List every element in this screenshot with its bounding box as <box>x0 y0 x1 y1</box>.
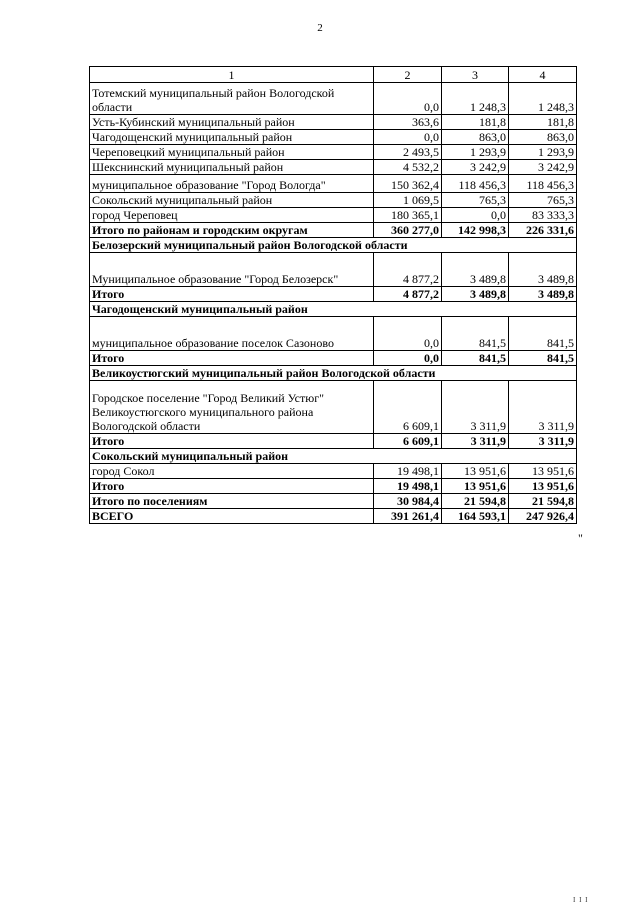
row-col4: 3 489,8 <box>509 287 577 302</box>
row-col2: 1 069,5 <box>374 193 442 208</box>
row-col2: 30 984,4 <box>374 494 442 509</box>
table-row <box>90 317 577 351</box>
section-title: Белозерский муниципальный район Вологодской области <box>90 238 577 253</box>
row-name: ВСЕГО <box>90 509 374 524</box>
table-row <box>90 253 577 287</box>
row-col3: 3 311,9 <box>442 381 509 434</box>
column-header-3: 3 <box>442 67 509 83</box>
row-name: Чагодощенский муниципальный район <box>90 130 374 145</box>
grand-total-row <box>90 509 577 524</box>
row-col4: 1 248,3 <box>509 83 577 115</box>
row-name: Череповецкий муниципальный район <box>90 145 374 160</box>
table-row <box>90 464 577 479</box>
row-col3: 0,0 <box>442 208 509 223</box>
row-col3: 13 951,6 <box>442 479 509 494</box>
section-row <box>90 449 577 464</box>
row-name: Городское поселение "Город Великий Устюг" Великоустюгского муниципального района Вологодской области <box>90 381 374 434</box>
row-col4: 226 331,6 <box>509 223 577 238</box>
row-name: Усть-Кубинский муниципальный район <box>90 115 374 130</box>
total-row <box>90 223 577 238</box>
row-name: муниципальное образование "Город Вологда" <box>90 175 374 193</box>
row-col3: 1 293,9 <box>442 145 509 160</box>
table-row <box>90 130 577 145</box>
column-header-4: 4 <box>509 67 577 83</box>
row-col2: 150 362,4 <box>374 175 442 193</box>
row-col3: 3 242,9 <box>442 160 509 175</box>
row-col3: 765,3 <box>442 193 509 208</box>
total-row <box>90 434 577 449</box>
section-row <box>90 238 577 253</box>
scan-mark: I I I <box>573 896 589 904</box>
column-header-2: 2 <box>374 67 442 83</box>
row-col4: 3 242,9 <box>509 160 577 175</box>
total-row <box>90 494 577 509</box>
row-col3: 13 951,6 <box>442 464 509 479</box>
row-col4: 1 293,9 <box>509 145 577 160</box>
row-col2: 0,0 <box>374 317 442 351</box>
row-col3: 3 489,8 <box>442 253 509 287</box>
row-col3: 3 489,8 <box>442 287 509 302</box>
table-row <box>90 193 577 208</box>
row-name: Итого <box>90 287 374 302</box>
section-row <box>90 366 577 381</box>
row-col3: 142 998,3 <box>442 223 509 238</box>
row-col2: 363,6 <box>374 115 442 130</box>
row-col2: 180 365,1 <box>374 208 442 223</box>
row-name: Итого по районам и городским округам <box>90 223 374 238</box>
row-col4: 841,5 <box>509 351 577 366</box>
row-col4: 21 594,8 <box>509 494 577 509</box>
row-col4: 3 311,9 <box>509 434 577 449</box>
row-col2: 19 498,1 <box>374 479 442 494</box>
row-name: Тотемский муниципальный район Вологодской области <box>90 83 374 115</box>
row-col3: 21 594,8 <box>442 494 509 509</box>
table-row <box>90 115 577 130</box>
row-col3: 118 456,3 <box>442 175 509 193</box>
row-name: город Череповец <box>90 208 374 223</box>
row-col4: 3 489,8 <box>509 253 577 287</box>
table-row <box>90 145 577 160</box>
row-name: город Сокол <box>90 464 374 479</box>
row-col3: 841,5 <box>442 351 509 366</box>
row-col2: 4 877,2 <box>374 287 442 302</box>
row-col2: 0,0 <box>374 351 442 366</box>
row-col2: 0,0 <box>374 83 442 115</box>
row-col4: 247 926,4 <box>509 509 577 524</box>
row-name: Итого <box>90 351 374 366</box>
row-col4: 118 456,3 <box>509 175 577 193</box>
closing-quote-mark: " <box>578 531 583 545</box>
section-title: Чагодощенский муниципальный район <box>90 302 577 317</box>
row-col2: 0,0 <box>374 130 442 145</box>
row-col4: 765,3 <box>509 193 577 208</box>
table-row <box>90 175 577 193</box>
row-col2: 6 609,1 <box>374 381 442 434</box>
row-col2: 4 532,2 <box>374 160 442 175</box>
row-col3: 3 311,9 <box>442 434 509 449</box>
row-col2: 360 277,0 <box>374 223 442 238</box>
row-col4: 3 311,9 <box>509 381 577 434</box>
section-row <box>90 302 577 317</box>
budget-table <box>89 66 577 524</box>
row-col4: 863,0 <box>509 130 577 145</box>
row-col2: 2 493,5 <box>374 145 442 160</box>
row-col3: 863,0 <box>442 130 509 145</box>
section-title: Великоустюгский муниципальный район Вологодской области <box>90 366 577 381</box>
row-col2: 4 877,2 <box>374 253 442 287</box>
total-row <box>90 479 577 494</box>
row-col4: 181,8 <box>509 115 577 130</box>
total-row <box>90 351 577 366</box>
column-header-1: 1 <box>90 67 374 83</box>
row-col4: 841,5 <box>509 317 577 351</box>
row-col3: 841,5 <box>442 317 509 351</box>
row-name: муниципальное образование поселок Сазоново <box>90 317 374 351</box>
table-row <box>90 160 577 175</box>
row-col3: 181,8 <box>442 115 509 130</box>
row-name: Итого <box>90 434 374 449</box>
row-name: Сокольский муниципальный район <box>90 193 374 208</box>
table-row <box>90 83 577 115</box>
row-name: Шекснинский муниципальный район <box>90 160 374 175</box>
row-col4: 13 951,6 <box>509 464 577 479</box>
row-name: Итого <box>90 479 374 494</box>
row-col2: 19 498,1 <box>374 464 442 479</box>
row-col4: 83 333,3 <box>509 208 577 223</box>
row-col3: 1 248,3 <box>442 83 509 115</box>
row-col2: 391 261,4 <box>374 509 442 524</box>
total-row <box>90 287 577 302</box>
row-name: Муниципальное образование "Город Белозерск" <box>90 253 374 287</box>
section-title: Сокольский муниципальный район <box>90 449 577 464</box>
page-number: 2 <box>317 22 323 34</box>
table-row <box>90 381 577 434</box>
row-col4: 13 951,6 <box>509 479 577 494</box>
row-col2: 6 609,1 <box>374 434 442 449</box>
row-name: Итого по поселениям <box>90 494 374 509</box>
table-header-row <box>90 67 577 83</box>
table-row <box>90 208 577 223</box>
row-col3: 164 593,1 <box>442 509 509 524</box>
